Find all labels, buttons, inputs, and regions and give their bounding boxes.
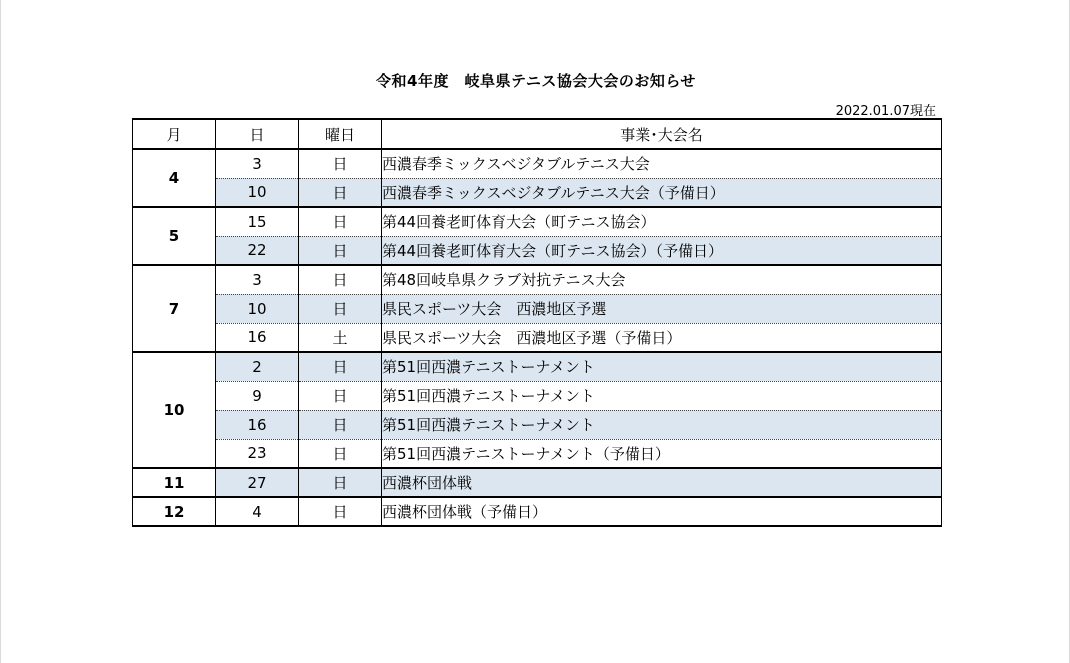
day-cell: 16 [216,410,299,439]
weekday-cell: 日 [299,381,382,410]
table-row [133,323,942,352]
table-row [133,468,942,497]
month-cell: 10 [133,352,216,468]
event-name-cell: 第51回西濃テニストーナメント [382,381,942,410]
weekday-cell: 日 [299,265,382,294]
event-name-cell: 県民スポーツ大会 西濃地区予選 [382,294,942,323]
weekday-cell: 日 [299,178,382,207]
weekday-cell: 日 [299,497,382,526]
header-day: 日 [216,119,299,149]
table-row [133,410,942,439]
day-cell: 10 [216,178,299,207]
weekday-cell: 日 [299,207,382,236]
event-name-cell: 第44回養老町体育大会（町テニス協会）（予備日） [382,236,942,265]
weekday-cell: 日 [299,439,382,468]
day-cell: 27 [216,468,299,497]
event-name-cell: 西濃春季ミックスベジタブルテニス大会 [382,149,942,178]
table-row [133,236,942,265]
table-row [133,294,942,323]
event-name-cell: 第51回西濃テニストーナメント [382,410,942,439]
day-cell: 9 [216,381,299,410]
table-row [133,178,942,207]
table-row [133,439,942,468]
table-row [133,149,942,178]
day-cell: 16 [216,323,299,352]
day-cell: 22 [216,236,299,265]
table-row [133,497,942,526]
table-row [133,381,942,410]
header-event-name: 事業･大会名 [382,119,942,149]
day-cell: 3 [216,149,299,178]
day-cell: 4 [216,497,299,526]
table-row [133,207,942,236]
table-body [133,149,942,526]
month-cell: 12 [133,497,216,526]
table-row [133,352,942,381]
event-name-cell: 西濃杯団体戦（予備日） [382,497,942,526]
weekday-cell: 日 [299,410,382,439]
month-cell: 4 [133,149,216,207]
as-of-date: 2022.01.07現在 [835,104,936,119]
day-cell: 23 [216,439,299,468]
event-name-cell: 第44回養老町体育大会（町テニス協会） [382,207,942,236]
weekday-cell: 日 [299,236,382,265]
document-title: 令和4年度 岐阜県テニス協会大会のお知らせ [376,72,696,90]
header-weekday: 曜日 [299,119,382,149]
event-name-cell: 第48回岐阜県クラブ対抗テニス大会 [382,265,942,294]
month-cell: 11 [133,468,216,497]
day-cell: 3 [216,265,299,294]
event-name-cell: 西濃春季ミックスベジタブルテニス大会（予備日） [382,178,942,207]
event-name-cell: 第51回西濃テニストーナメント（予備日） [382,439,942,468]
event-name-cell: 県民スポーツ大会 西濃地区予選（予備日） [382,323,942,352]
weekday-cell: 日 [299,294,382,323]
header-month: 月 [133,119,216,149]
event-name-cell: 第51回西濃テニストーナメント [382,352,942,381]
day-cell: 2 [216,352,299,381]
weekday-cell: 日 [299,149,382,178]
weekday-cell: 日 [299,352,382,381]
table-header-row [133,119,942,149]
day-cell: 15 [216,207,299,236]
month-cell: 7 [133,265,216,352]
event-schedule-table [132,118,942,527]
event-name-cell: 西濃杯団体戦 [382,468,942,497]
table-row [133,265,942,294]
month-cell: 5 [133,207,216,265]
weekday-cell: 日 [299,468,382,497]
weekday-cell: 土 [299,323,382,352]
day-cell: 10 [216,294,299,323]
